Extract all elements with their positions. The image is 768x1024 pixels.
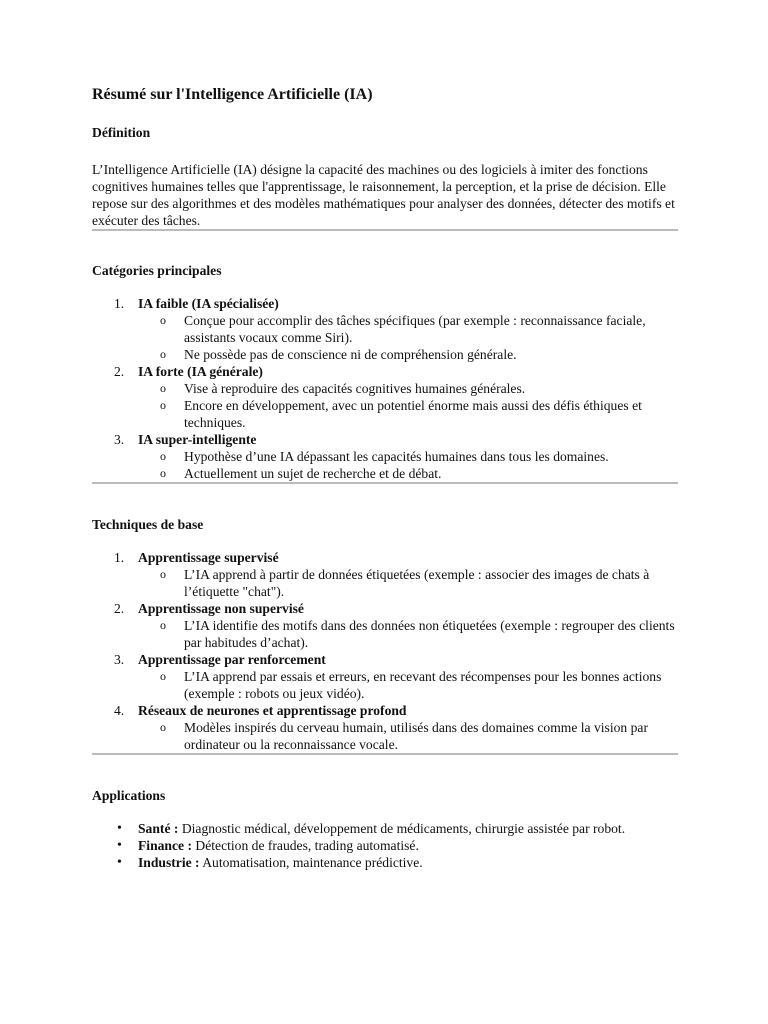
sub-bullet-icon: o (160, 313, 166, 327)
category-title: IA faible (IA spécialisée) (138, 296, 279, 311)
list-item (138, 346, 678, 363)
sub-bullet-icon: o (160, 618, 166, 632)
application-text: Automatisation, maintenance prédictive. (202, 855, 423, 870)
category-points (138, 380, 678, 431)
applications-list (92, 820, 678, 871)
technique-points (138, 617, 678, 651)
sub-bullet-icon: o (160, 720, 166, 734)
bullet-icon: • (117, 855, 122, 870)
item-number: 3. (114, 652, 125, 667)
application-label: Santé : (138, 821, 179, 836)
category-title: IA super-intelligente (138, 432, 257, 447)
section-divider (92, 482, 678, 484)
section-divider (92, 229, 678, 231)
technique-title: Apprentissage supervisé (138, 550, 279, 565)
item-number: 4. (114, 703, 125, 718)
applications-heading: Applications (92, 788, 166, 803)
techniques-list (92, 549, 678, 753)
document-title: Résumé sur l'Intelligence Artificielle (IA) (92, 86, 373, 103)
point-text: Conçue pour accomplir des tâches spécifiques (par exemple : reconnaissance faciale, assistants vocaux comme Siri). (184, 313, 646, 345)
technique-item (92, 549, 678, 600)
technique-title: Apprentissage par renforcement (138, 652, 326, 667)
list-item (138, 465, 678, 482)
application-item (92, 854, 678, 871)
sub-bullet-icon: o (160, 398, 166, 412)
application-text: Détection de fraudes, trading automatisé. (195, 838, 419, 853)
point-text: Actuellement un sujet de recherche et de débat. (184, 466, 442, 481)
item-number: 3. (114, 432, 125, 447)
list-item (138, 397, 678, 431)
list-item (138, 448, 678, 465)
technique-points (138, 668, 678, 702)
list-item (138, 617, 678, 651)
sub-bullet-icon: o (160, 347, 166, 361)
category-item (92, 431, 678, 482)
application-label: Finance : (138, 838, 192, 853)
sub-bullet-icon: o (160, 381, 166, 395)
sub-bullet-icon: o (160, 466, 166, 480)
category-item (92, 363, 678, 431)
application-item (92, 820, 678, 837)
category-title: IA forte (IA générale) (138, 364, 263, 379)
sub-bullet-icon: o (160, 669, 166, 683)
technique-title: Réseaux de neurones et apprentissage profond (138, 703, 407, 718)
point-text: Encore en développement, avec un potentiel énorme mais aussi des défis éthiques et techniques. (184, 398, 642, 430)
sub-bullet-icon: o (160, 449, 166, 463)
section-divider (92, 753, 678, 755)
definition-text: L’Intelligence Artificielle (IA) désigne la capacité des machines ou des logiciels à imiter des fonctions cognitives humaines telles que l'apprentissage, le raisonnement, la perception, et la prise de décision. Elle repose sur des algorithmes et des modèles mathématiques pour analyser des données, détecter des motifs et exécuter des tâches. (92, 162, 675, 228)
technique-item (92, 702, 678, 753)
item-number: 1. (114, 550, 125, 565)
technique-item (92, 600, 678, 651)
bullet-icon: • (117, 821, 122, 836)
sub-bullet-icon: o (160, 567, 166, 581)
item-number: 2. (114, 364, 125, 379)
application-label: Industrie : (138, 855, 200, 870)
point-text: L’IA apprend par essais et erreurs, en recevant des récompenses pour les bonnes actions (exemple : robots ou jeux vidéo). (184, 669, 662, 701)
document-content (92, 84, 678, 871)
category-item (92, 295, 678, 363)
categories-list (92, 295, 678, 482)
technique-item (92, 651, 678, 702)
technique-points (138, 566, 678, 600)
categories-heading: Catégories principales (92, 263, 222, 278)
bullet-icon: • (117, 838, 122, 853)
techniques-heading: Techniques de base (92, 517, 204, 532)
point-text: Hypothèse d’une IA dépassant les capacités humaines dans tous les domaines. (184, 449, 609, 464)
list-item (138, 312, 678, 346)
item-number: 2. (114, 601, 125, 616)
point-text: L’IA apprend à partir de données étiquetées (exemple : associer des images de chats à l’étiquette "chat"). (184, 567, 650, 599)
list-item (138, 566, 678, 600)
point-text: Modèles inspirés du cerveau humain, utilisés dans des domaines comme la vision par ordinateur ou la reconnaissance vocale. (184, 720, 648, 752)
definition-heading: Définition (92, 125, 151, 140)
list-item (138, 668, 678, 702)
technique-points (138, 719, 678, 753)
list-item (138, 719, 678, 753)
category-points (138, 312, 678, 363)
point-text: Ne possède pas de conscience ni de compréhension générale. (184, 347, 517, 362)
category-points (138, 448, 678, 482)
list-item (138, 380, 678, 397)
point-text: Vise à reproduire des capacités cognitives humaines générales. (184, 381, 526, 396)
technique-title: Apprentissage non supervisé (138, 601, 304, 616)
point-text: L’IA identifie des motifs dans des données non étiquetées (exemple : regrouper des clients par habitudes d’achat). (184, 618, 675, 650)
application-text: Diagnostic médical, développement de médicaments, chirurgie assistée par robot. (181, 821, 626, 836)
application-item (92, 837, 678, 854)
item-number: 1. (114, 296, 125, 311)
